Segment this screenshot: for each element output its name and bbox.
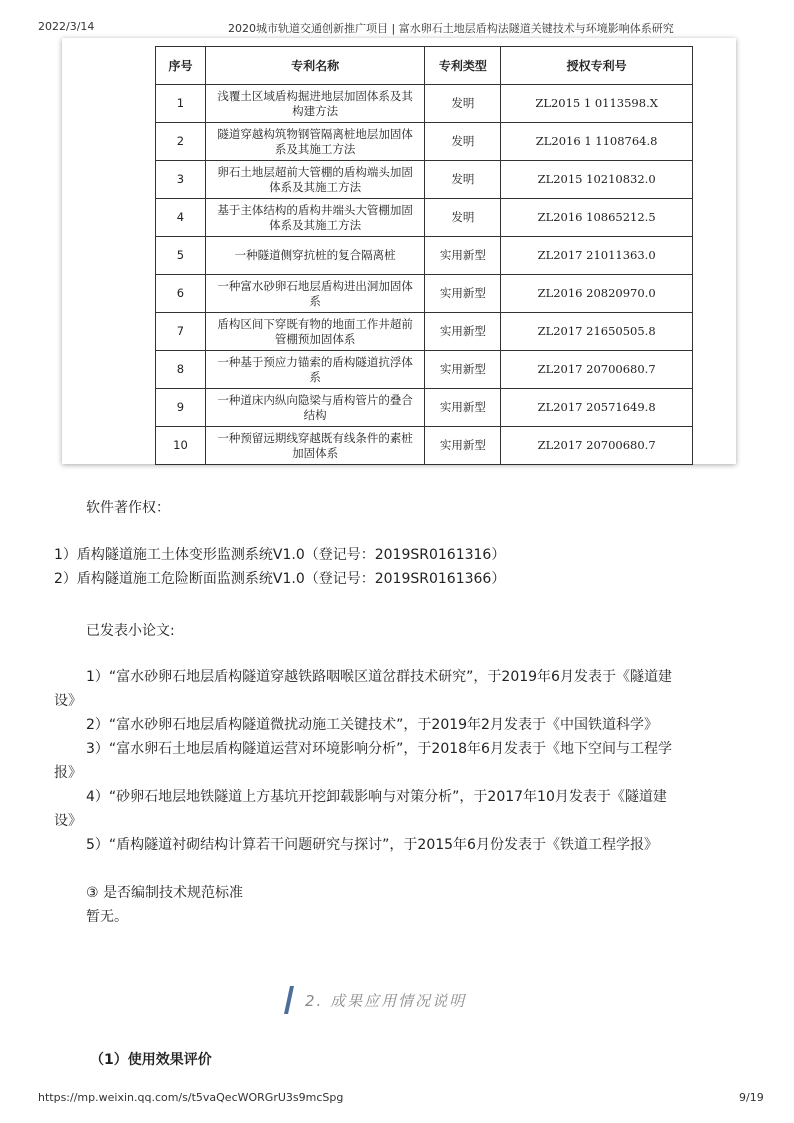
cell-name: 一种基于预应力锚索的盾构隧道抗浮体系 xyxy=(205,351,424,389)
table-row xyxy=(156,427,693,465)
paper-item-line: 报》 xyxy=(54,765,82,781)
papers-heading: 已发表小论文: xyxy=(86,623,175,639)
cell-type: 发明 xyxy=(425,123,501,161)
cell-type: 实用新型 xyxy=(425,237,501,275)
cell-number: ZL2017 21650505.8 xyxy=(501,313,693,351)
page-header-title: 2020城市轨道交通创新推广项目 | 富水卵石土地层盾构法隧道关键技术与环境影响体系研究 xyxy=(228,22,674,35)
cell-name: 隧道穿越构筑物钢管隔离桩地层加固体系及其施工方法 xyxy=(205,123,424,161)
paper-item-line: 2）“富水砂卵石地层盾构隧道微扰动施工关键技术”，于2019年2月发表于《中国铁道科学》 xyxy=(86,717,658,733)
column-header-number: 授权专利号 xyxy=(501,47,693,85)
column-header-name: 专利名称 xyxy=(205,47,424,85)
cell-no: 4 xyxy=(156,199,206,237)
standards-heading: ③ 是否编制技术规范标准 xyxy=(86,885,244,901)
accent-slash-icon xyxy=(284,986,294,1014)
cell-number: ZL2017 20571649.8 xyxy=(501,389,693,427)
cell-name: 浅覆土区域盾构掘进地层加固体系及其构建方法 xyxy=(205,85,424,123)
cell-name: 一种富水砂卵石地层盾构进出洞加固体系 xyxy=(205,275,424,313)
software-item: 1）盾构隧道施工土体变形监测系统V1.0（登记号：2019SR0161316） xyxy=(54,547,506,563)
cell-type: 实用新型 xyxy=(425,389,501,427)
print-date: 2022/3/14 xyxy=(38,20,95,33)
cell-no: 5 xyxy=(156,237,206,275)
cell-no: 6 xyxy=(156,275,206,313)
paper-item-line: 4）“砂卵石地层地铁隧道上方基坑开挖卸载影响与对策分析”，于2017年10月发表于《隧道建 xyxy=(86,789,667,805)
cell-name: 一种道床内纵向隐梁与盾构管片的叠合结构 xyxy=(205,389,424,427)
paper-item-line: 5）“盾构隧道衬砌结构计算若干问题研究与探讨”，于2015年6月份发表于《铁道工程学报》 xyxy=(86,837,658,853)
cell-type: 发明 xyxy=(425,199,501,237)
table-row xyxy=(156,275,693,313)
cell-number: ZL2015 1 0113598.X xyxy=(501,85,693,123)
cell-type: 实用新型 xyxy=(425,275,501,313)
cell-type: 实用新型 xyxy=(425,427,501,465)
cell-no: 2 xyxy=(156,123,206,161)
table-header-row xyxy=(156,47,693,85)
table-row xyxy=(156,85,693,123)
cell-number: ZL2017 21011363.0 xyxy=(501,237,693,275)
cell-no: 1 xyxy=(156,85,206,123)
patent-table xyxy=(155,46,693,465)
standards-text: 暂无。 xyxy=(86,909,128,925)
paper-item-line: 1）“富水砂卵石地层盾构隧道穿越铁路咽喉区道岔群技术研究”，于2019年6月发表于《隧道建 xyxy=(86,669,672,685)
page-url: https://mp.weixin.qq.com/s/t5vaQecWORGrU3s9mcSpg xyxy=(38,1091,344,1104)
cell-name: 卵石土地层超前大管棚的盾构端头加固体系及其施工方法 xyxy=(205,161,424,199)
patent-table-card xyxy=(62,38,736,464)
table-row xyxy=(156,351,693,389)
software-heading: 软件著作权： xyxy=(86,500,170,516)
cell-name: 一种预留远期线穿越既有线条件的素桩加固体系 xyxy=(205,427,424,465)
paper-item-line: 设》 xyxy=(54,813,82,829)
cell-number: ZL2016 10865212.5 xyxy=(501,199,693,237)
cell-no: 9 xyxy=(156,389,206,427)
software-item: 2）盾构隧道施工危险断面监测系统V1.0（登记号：2019SR0161366） xyxy=(54,571,506,587)
cell-no: 10 xyxy=(156,427,206,465)
cell-type: 实用新型 xyxy=(425,351,501,389)
cell-number: ZL2017 20700680.7 xyxy=(501,351,693,389)
table-row xyxy=(156,161,693,199)
cell-number: ZL2015 10210832.0 xyxy=(501,161,693,199)
cell-number: ZL2017 20700680.7 xyxy=(501,427,693,465)
cell-type: 发明 xyxy=(425,161,501,199)
cell-name: 盾构区间下穿既有物的地面工作井超前管棚预加固体系 xyxy=(205,313,424,351)
page-number: 9/19 xyxy=(739,1091,764,1104)
cell-no: 8 xyxy=(156,351,206,389)
table-row xyxy=(156,237,693,275)
cell-number: ZL2016 1 1108764.8 xyxy=(501,123,693,161)
cell-name: 一种隧道侧穿抗桩的复合隔离桩 xyxy=(205,237,424,275)
cell-no: 7 xyxy=(156,313,206,351)
cell-name: 基于主体结构的盾构井端头大管棚加固体系及其施工方法 xyxy=(205,199,424,237)
column-header-type: 专利类型 xyxy=(425,47,501,85)
column-header-no: 序号 xyxy=(156,47,206,85)
paper-item-line: 设》 xyxy=(54,693,82,709)
subheading: （1）使用效果评价 xyxy=(90,1052,212,1068)
section-title: 2. 成果应用情况说明 xyxy=(305,991,467,1010)
table-row xyxy=(156,123,693,161)
cell-number: ZL2016 20820970.0 xyxy=(501,275,693,313)
table-row xyxy=(156,389,693,427)
paper-item-line: 3）“富水卵石土地层盾构隧道运营对环境影响分析”，于2018年6月发表于《地下空间与工程学 xyxy=(86,741,672,757)
cell-type: 发明 xyxy=(425,85,501,123)
cell-type: 实用新型 xyxy=(425,313,501,351)
table-row xyxy=(156,199,693,237)
section-heading xyxy=(287,985,466,1015)
table-row xyxy=(156,313,693,351)
cell-no: 3 xyxy=(156,161,206,199)
